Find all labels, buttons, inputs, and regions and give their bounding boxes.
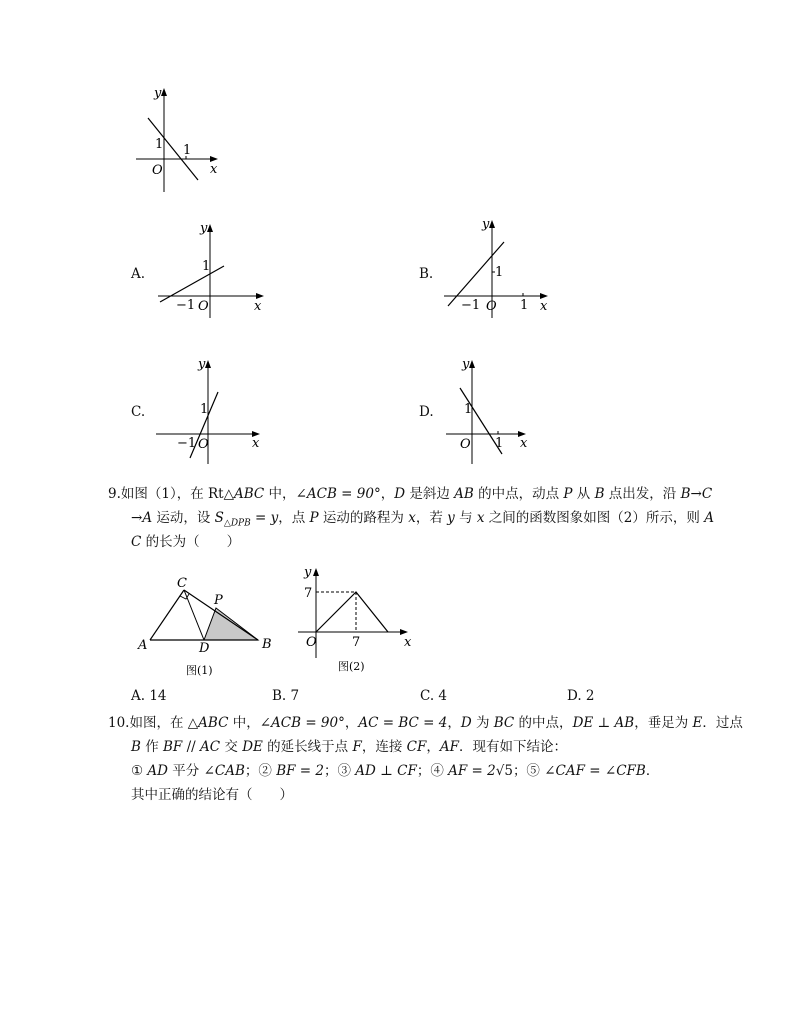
- figure-1-caption: 图(1): [186, 664, 213, 677]
- y-axis-arrow: [313, 568, 319, 576]
- y-tick-label: 1: [202, 259, 211, 274]
- y-one-label: 1: [155, 137, 164, 152]
- y-axis-label: y: [198, 357, 206, 372]
- x-tick-label: 1: [495, 436, 504, 451]
- q9-line-1: 9.如图（1），在 Rt△ABC 中，∠ACB = 90°，D 是斜边 AB 的中点，动点 P 从 B 点出发，沿 B→C: [108, 486, 713, 502]
- q9-option-d[interactable]: D. 2: [567, 688, 595, 704]
- y-axis-label: y: [304, 565, 312, 580]
- q10-line-2: B 作 BF // AC 交 DE 的延长线于点 F，连接 CF，AF．现有如下结论：: [131, 739, 567, 755]
- x-axis-label: x: [254, 299, 262, 314]
- q9-line-2: →A 运动，设 $S_{\triangle DPB} = y$，点 P 运动的路程为 x，若 y 与 x 之间的函数图象如图（2）所示，则 A: [131, 510, 714, 529]
- y-axis-arrow: [205, 360, 211, 368]
- option-a-label[interactable]: A.: [131, 266, 146, 282]
- x-axis-label: x: [520, 436, 528, 451]
- y-tick-label: 1: [495, 265, 504, 280]
- option-b-graph: [440, 214, 560, 318]
- x-one-label: 1: [183, 143, 192, 158]
- option-d-graph: [440, 354, 540, 466]
- y-axis-label: y: [482, 217, 490, 232]
- x-axis-label: x: [252, 436, 260, 451]
- y-tick-label: 1: [464, 402, 473, 417]
- option-c-label[interactable]: C.: [131, 404, 146, 420]
- q10-line-4: 其中正确的结论有（ ）: [131, 787, 293, 803]
- y-axis-arrow: [207, 224, 213, 232]
- x-tick-label: −1: [177, 436, 197, 451]
- q9-line-3: C 的长为（ ）: [131, 534, 241, 550]
- function-graph: [316, 592, 388, 632]
- option-a-graph: [150, 218, 270, 318]
- y-axis-label: y: [462, 357, 470, 372]
- figure-2-caption: 图(2): [338, 660, 365, 673]
- q10-number: 10.: [108, 715, 130, 731]
- origin-label: O: [460, 437, 471, 452]
- x-pos-tick-label: 1: [520, 298, 529, 313]
- graph-line: [160, 266, 224, 302]
- origin-label: O: [306, 635, 317, 650]
- x-neg-tick-label: −1: [461, 298, 481, 313]
- vertex-p: P: [214, 593, 223, 608]
- origin-label: O: [198, 437, 209, 452]
- y-tick-label: 1: [200, 402, 209, 417]
- x-tick-label: −1: [176, 298, 196, 313]
- vertex-c: C: [177, 576, 187, 591]
- top-linear-graph: [128, 84, 228, 196]
- y-axis-label: y: [154, 86, 162, 101]
- y-axis-arrow: [489, 220, 495, 228]
- q9-figure-1: [132, 572, 282, 680]
- q10-line-3: ① AD 平分 ∠CAB；② BF = 2；③ AD ⊥ CF；④ AF = 2√5；⑤ ∠CAF = ∠CFB．: [131, 763, 660, 779]
- q9-option-b[interactable]: B. 7: [272, 688, 300, 704]
- option-b-label[interactable]: B.: [419, 266, 434, 282]
- q9-figure-2: [290, 562, 414, 678]
- x-axis-label: x: [540, 299, 548, 314]
- origin-label: O: [486, 299, 497, 314]
- y-axis-arrow: [161, 88, 167, 96]
- q9-option-c[interactable]: C. 4: [420, 688, 448, 704]
- origin-label: O: [152, 163, 163, 178]
- vertex-b: B: [262, 637, 272, 652]
- vertex-a: A: [138, 638, 148, 653]
- option-d-label[interactable]: D.: [419, 404, 434, 420]
- side-ac: [150, 590, 184, 640]
- option-c-graph: [150, 354, 270, 466]
- q10-line-1: 10.如图，在 △ABC 中，∠ACB = 90°，AC = BC = 4，D 为 BC 的中点，DE ⊥ AB，垂足为 E．过点: [108, 715, 743, 731]
- origin-label: O: [198, 299, 209, 314]
- y-axis-arrow: [469, 360, 475, 368]
- y-tick-label: 7: [304, 586, 313, 601]
- y-axis-label: y: [200, 221, 208, 236]
- x-tick-label: 7: [352, 635, 361, 650]
- x-axis-label: x: [210, 162, 218, 177]
- q9-number: 9.: [108, 486, 121, 502]
- q9-option-a[interactable]: A. 14: [131, 688, 167, 704]
- vertex-d: D: [199, 641, 210, 656]
- x-axis-label: x: [404, 635, 412, 650]
